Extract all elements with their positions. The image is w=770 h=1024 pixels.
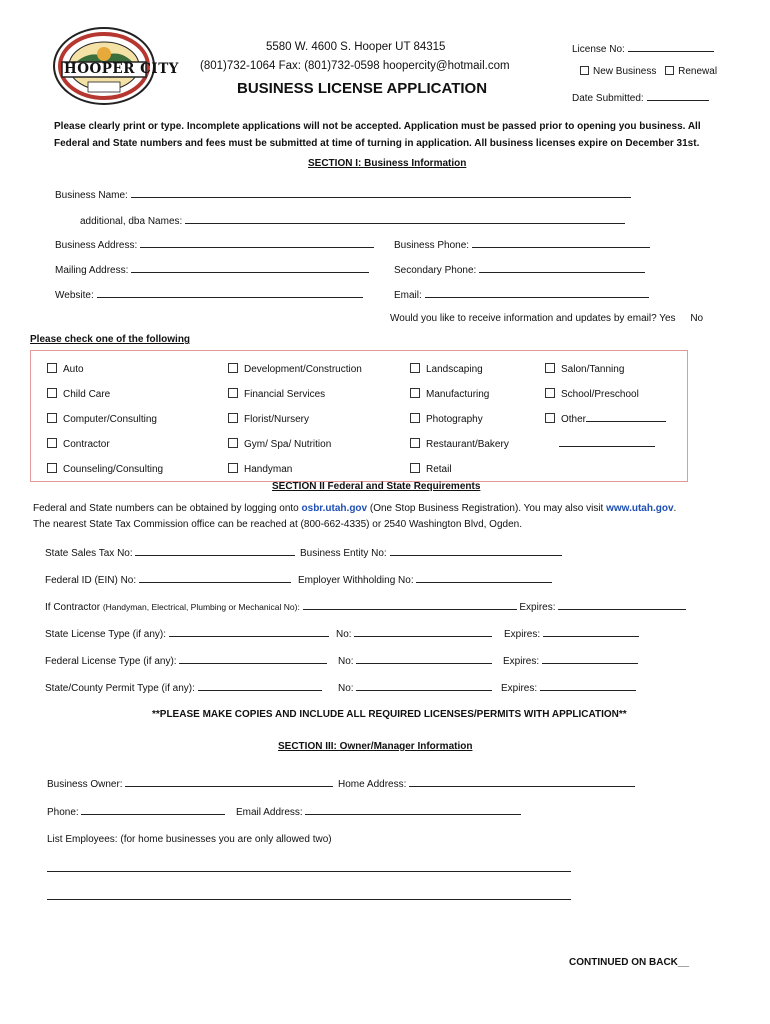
category-checkbox[interactable]: [47, 363, 57, 373]
contractor-expires-field[interactable]: [558, 600, 686, 610]
mailing-address-label: Mailing Address:: [55, 265, 129, 276]
category-item[interactable]: [47, 407, 163, 432]
business-phone-field[interactable]: [472, 238, 650, 248]
category-item[interactable]: [410, 357, 509, 382]
date-submitted-label: Date Submitted:: [572, 93, 644, 104]
owner-email-label: Email Address:: [236, 807, 303, 818]
other-checkbox[interactable]: [545, 413, 555, 423]
category-item[interactable]: [545, 357, 666, 382]
contractor-field[interactable]: [303, 600, 517, 610]
header-address: 5580 W. 4600 S. Hooper UT 84315: [266, 41, 446, 53]
category-checkbox[interactable]: [410, 388, 420, 398]
category-label: Gym/ Spa/ Nutrition: [244, 439, 332, 450]
category-item[interactable]: [410, 432, 509, 457]
business-phone-row: [394, 238, 650, 251]
website-field[interactable]: [97, 288, 363, 298]
home-address-row: [338, 777, 635, 790]
owner-phone-field[interactable]: [81, 805, 225, 815]
category-label: Financial Services: [244, 389, 326, 400]
employees-line-2[interactable]: [47, 899, 571, 900]
county-permit-label: State/County Permit Type (if any):: [45, 683, 195, 694]
contractor-row: [45, 600, 686, 613]
secondary-phone-field[interactable]: [479, 263, 645, 273]
category-label: Handyman: [244, 464, 293, 475]
category-checkbox[interactable]: [228, 413, 238, 423]
category-label: Photography: [426, 414, 483, 425]
category-checkbox[interactable]: [545, 363, 555, 373]
new-business-label: New Business: [593, 66, 657, 77]
business-address-label: Business Address:: [55, 240, 138, 251]
federal-license-expires-field[interactable]: [542, 654, 638, 664]
category-label: Contractor: [63, 439, 110, 450]
employees-line-1[interactable]: [47, 871, 571, 872]
form-title: BUSINESS LICENSE APPLICATION: [237, 80, 488, 97]
category-label: Auto: [63, 364, 84, 375]
contractor-expires-label: Expires:: [519, 602, 556, 613]
category-checkbox[interactable]: [228, 463, 238, 473]
business-name-label: Business Name:: [55, 190, 128, 201]
website-row: [55, 288, 363, 301]
category-col-4: [545, 357, 666, 457]
secondary-phone-label: Secondary Phone:: [394, 265, 477, 276]
intro-line-2: Federal and State numbers and fees must be submitted at time of turning in application. All business licenses expire on December 31st.: [54, 138, 700, 149]
other-extra-field[interactable]: [559, 437, 655, 447]
category-checkbox[interactable]: [410, 438, 420, 448]
federal-license-label: Federal License Type (if any):: [45, 656, 177, 667]
state-license-expires-field[interactable]: [543, 627, 639, 637]
category-label: Child Care: [63, 389, 111, 400]
county-permit-row: [45, 681, 322, 694]
business-name-row: [55, 188, 631, 201]
mailing-address-field[interactable]: [131, 263, 369, 273]
license-type-row: [580, 66, 717, 77]
osbr-link[interactable]: osbr.utah.gov: [301, 503, 368, 514]
category-item[interactable]: [228, 432, 362, 457]
date-submitted-row: [572, 91, 709, 104]
category-item[interactable]: [545, 382, 666, 407]
category-item[interactable]: [47, 357, 163, 382]
category-checkbox[interactable]: [545, 388, 555, 398]
state-license-field[interactable]: [169, 627, 329, 637]
county-permit-expires-row: [501, 681, 636, 694]
renewal-checkbox[interactable]: [665, 66, 674, 75]
category-col-1: [47, 357, 163, 482]
category-label: Retail: [426, 464, 452, 475]
section2-paragraph-2: The nearest State Tax Commission office can be reached at (800-662-4335) or 2540 Washington Blvd, Ogden.: [33, 519, 522, 530]
entity-label: Business Entity No:: [300, 548, 387, 559]
intro-line-1: Please clearly print or type. Incomplete applications will not be accepted. Application must be passed prior to opening you business. All: [54, 121, 701, 132]
category-item-other[interactable]: [545, 407, 666, 432]
federal-license-no-label: No:: [338, 656, 354, 667]
owner-row: [47, 777, 333, 790]
category-label: Computer/Consulting: [63, 414, 157, 425]
business-address-field[interactable]: [140, 238, 374, 248]
state-license-expires-row: [504, 627, 639, 640]
email-updates-question: [390, 313, 703, 324]
continued-on-back: CONTINUED ON BACK__: [569, 957, 690, 968]
email-row: [394, 288, 649, 301]
category-label: Manufacturing: [426, 389, 490, 400]
email-updates-no[interactable]: No: [690, 313, 704, 324]
sales-tax-field[interactable]: [135, 546, 295, 556]
mailing-address-row: [55, 263, 369, 276]
email-updates-text[interactable]: Would you like to receive information and updates by email? Yes: [390, 313, 676, 324]
categories-title: Please check one of the following: [30, 334, 191, 345]
owner-phone-label: Phone:: [47, 807, 79, 818]
ein-label: Federal ID (EIN) No:: [45, 575, 137, 586]
dba-label: additional, dba Names:: [80, 216, 183, 227]
category-item[interactable]: [410, 457, 509, 482]
category-label: Florist/Nursery: [244, 414, 310, 425]
business-name-field[interactable]: [131, 188, 631, 198]
section2-paragraph-1: [33, 503, 676, 514]
state-license-label: State License Type (if any):: [45, 629, 166, 640]
category-col-2: [228, 357, 362, 482]
county-permit-field[interactable]: [198, 681, 322, 691]
hooper-city-seal: [52, 26, 179, 106]
category-checkbox[interactable]: [47, 463, 57, 473]
section3-title: SECTION III: Owner/Manager Information: [278, 741, 473, 752]
category-item[interactable]: [410, 407, 509, 432]
contractor-paren: (Handyman, Electrical, Plumbing or Mechanical No):: [102, 602, 300, 612]
category-checkbox[interactable]: [47, 388, 57, 398]
county-permit-no-row: [338, 681, 492, 694]
owner-label: Business Owner:: [47, 779, 123, 790]
federal-license-field[interactable]: [179, 654, 327, 664]
secondary-phone-row: [394, 263, 645, 276]
state-license-no-label: No:: [336, 629, 352, 640]
home-address-field[interactable]: [409, 777, 635, 787]
state-license-no-field[interactable]: [354, 627, 492, 637]
sales-tax-row: [45, 546, 295, 559]
sales-tax-label: State Sales Tax No:: [45, 548, 133, 559]
other-extra-row: [545, 432, 666, 457]
website-label: Website:: [55, 290, 94, 301]
copies-note: **PLEASE MAKE COPIES AND INCLUDE ALL REQUIRED LICENSES/PERMITS WITH APPLICATION**: [152, 709, 627, 720]
ein-row: [45, 573, 291, 586]
withholding-field[interactable]: [416, 573, 552, 583]
category-item[interactable]: [47, 457, 163, 482]
state-license-expires-label: Expires:: [504, 629, 541, 640]
employees-label: List Employees: (for home businesses you are only allowed two): [47, 834, 332, 845]
entity-row: [300, 546, 562, 559]
federal-license-no-row: [338, 654, 492, 667]
business-address-row: [55, 238, 374, 251]
owner-field[interactable]: [125, 777, 333, 787]
category-col-3: [410, 357, 509, 482]
email-field[interactable]: [425, 288, 649, 298]
category-item[interactable]: [410, 382, 509, 407]
utah-gov-link[interactable]: www.utah.gov: [606, 503, 674, 514]
entity-field[interactable]: [390, 546, 562, 556]
federal-license-expires-label: Expires:: [503, 656, 540, 667]
category-checkbox[interactable]: [228, 363, 238, 373]
owner-email-field[interactable]: [305, 805, 521, 815]
phone-row: [47, 805, 225, 818]
dba-field[interactable]: [185, 214, 625, 224]
category-item[interactable]: [228, 457, 362, 482]
new-business-checkbox[interactable]: [580, 66, 589, 75]
county-permit-expires-label: Expires:: [501, 683, 538, 694]
header-contact: (801)732-1064 Fax: (801)732-0598 hoopercity@hotmail.com: [200, 60, 510, 72]
withholding-label: Employer Withholding No:: [298, 575, 414, 586]
category-label: Restaurant/Bakery: [426, 439, 509, 450]
dba-row: [80, 214, 625, 227]
category-label: Salon/Tanning: [561, 364, 625, 375]
date-submitted-field[interactable]: [647, 91, 709, 101]
county-permit-expires-field[interactable]: [540, 681, 636, 691]
section2-title: SECTION II Federal and State Requirements: [272, 481, 481, 492]
section2-text: Federal and State numbers can be obtained by logging onto: [33, 503, 302, 514]
category-label: Development/Construction: [244, 364, 362, 375]
state-license-no-row: [336, 627, 492, 640]
federal-license-no-field[interactable]: [356, 654, 492, 664]
category-item[interactable]: [47, 382, 163, 407]
category-checkbox[interactable]: [47, 438, 57, 448]
category-label: Landscaping: [426, 364, 483, 375]
category-label: Other: [561, 414, 587, 425]
license-no-label: License No:: [572, 44, 625, 55]
seal-city-name: HOOPER CITY: [64, 61, 179, 77]
ein-field[interactable]: [139, 573, 291, 583]
withholding-row: [298, 573, 552, 586]
category-item[interactable]: [228, 407, 362, 432]
license-no-row: [572, 42, 714, 55]
category-item[interactable]: [228, 382, 362, 407]
owner-email-row: [236, 805, 521, 818]
category-checkbox[interactable]: [410, 413, 420, 423]
license-no-field[interactable]: [628, 42, 714, 52]
category-checkbox[interactable]: [228, 438, 238, 448]
category-checkbox[interactable]: [410, 463, 420, 473]
county-permit-no-field[interactable]: [356, 681, 492, 691]
state-license-row: [45, 627, 329, 640]
category-checkbox[interactable]: [410, 363, 420, 373]
section2-text: (One Stop Business Registration). You may also visit: [367, 503, 607, 514]
federal-license-expires-row: [503, 654, 638, 667]
category-checkbox[interactable]: [228, 388, 238, 398]
section1-title: SECTION I: Business Information: [308, 158, 467, 169]
business-phone-label: Business Phone:: [394, 240, 470, 251]
other-field[interactable]: [586, 412, 666, 422]
category-label: School/Preschool: [561, 389, 639, 400]
county-permit-no-label: No:: [338, 683, 354, 694]
category-label: Counseling/Consulting: [63, 464, 164, 475]
category-item[interactable]: [228, 357, 362, 382]
renewal-label: Renewal: [678, 66, 718, 77]
category-item[interactable]: [47, 432, 163, 457]
home-address-label: Home Address:: [338, 779, 407, 790]
email-label: Email:: [394, 290, 422, 301]
section2-text: .: [673, 503, 677, 514]
contractor-label: If Contractor: [45, 602, 103, 613]
federal-license-row: [45, 654, 327, 667]
category-checkbox[interactable]: [47, 413, 57, 423]
